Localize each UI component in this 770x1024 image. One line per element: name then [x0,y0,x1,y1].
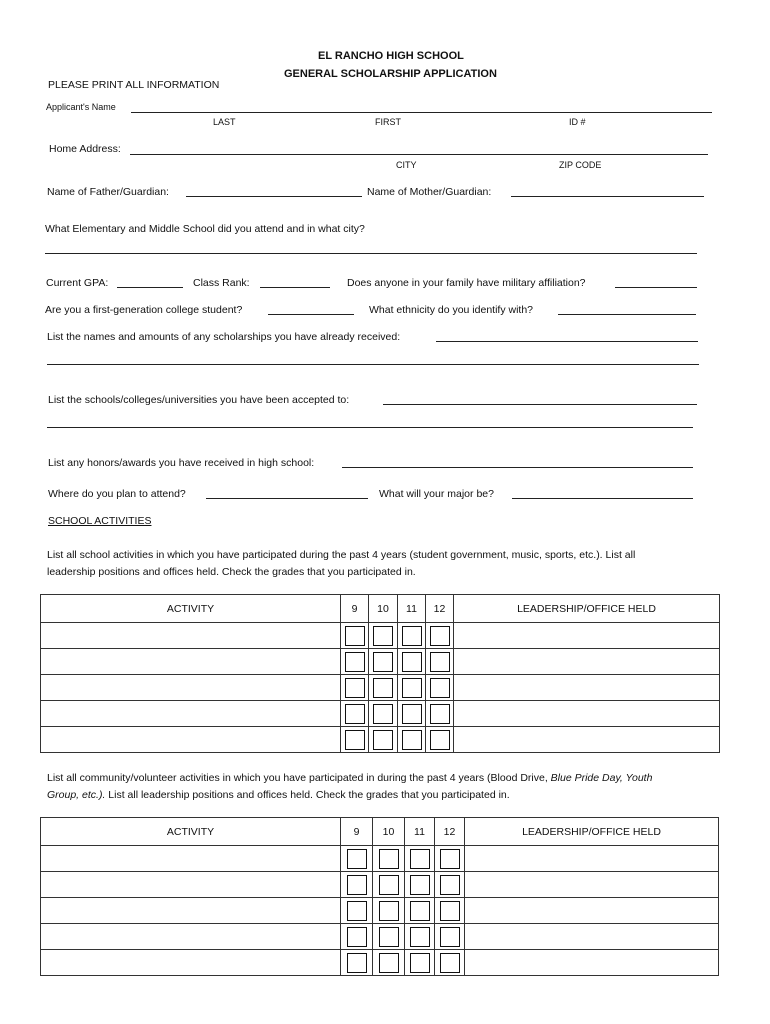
form-title: GENERAL SCHOLARSHIP APPLICATION [284,68,497,80]
grade-10-checkbox[interactable] [379,953,399,973]
table-row [41,950,719,976]
major-question: What will your major be? [379,488,494,500]
mother-label: Name of Mother/Guardian: [367,186,492,198]
activity-cell[interactable] [41,727,341,753]
grade-11-checkbox[interactable] [402,652,422,672]
grade-10-checkbox[interactable] [373,678,393,698]
leadership-cell[interactable] [454,675,720,701]
grade-11-checkbox[interactable] [410,875,430,895]
gpa-field[interactable] [117,287,183,288]
grade-9-checkbox[interactable] [347,953,367,973]
grade-11-checkbox[interactable] [402,678,422,698]
applicant-name-label: Applicant's Name [46,102,116,112]
zip-caption: ZIP CODE [559,160,602,170]
table-row [41,649,720,675]
scholarships-field-2[interactable] [47,364,699,365]
first-gen-field[interactable] [268,314,354,315]
grade-12-checkbox[interactable] [430,626,450,646]
gpa-label: Current GPA: [46,277,109,289]
first-name-caption: FIRST [375,117,401,127]
grade-9-checkbox[interactable] [347,927,367,947]
leadership-cell[interactable] [454,623,720,649]
grade-10-checkbox[interactable] [379,875,399,895]
accepted-field-1[interactable] [383,404,697,405]
grade-10-checkbox[interactable] [373,730,393,750]
community-instructions-italic: Blue Pride Day, Youth [550,772,653,784]
school-activities-instructions-2: leadership positions and offices held. Check the grades that you participated in. [47,566,416,578]
table-row [41,623,720,649]
grade-10-header: 10 [373,818,405,846]
grade-12-checkbox[interactable] [430,704,450,724]
grade-10-checkbox[interactable] [373,626,393,646]
school-name: EL RANCHO HIGH SCHOOL [318,50,464,62]
activity-cell[interactable] [41,846,341,872]
grade-12-checkbox[interactable] [440,875,460,895]
grade-9-checkbox[interactable] [347,849,367,869]
leadership-header: LEADERSHIP/OFFICE HELD [465,818,719,846]
grade-11-checkbox[interactable] [402,730,422,750]
id-caption: ID # [569,117,586,127]
last-name-caption: LAST [213,117,236,127]
mother-field[interactable] [511,196,704,197]
father-label: Name of Father/Guardian: [47,186,169,198]
grade-9-checkbox[interactable] [345,678,365,698]
activity-cell[interactable] [41,701,341,727]
attend-question: Where do you plan to attend? [48,488,186,500]
grade-9-checkbox[interactable] [347,875,367,895]
print-instruction: PLEASE PRINT ALL INFORMATION [48,79,220,91]
home-address-label: Home Address: [49,143,121,155]
grade-9-checkbox[interactable] [345,626,365,646]
attend-field[interactable] [206,498,368,499]
activity-cell[interactable] [41,924,341,950]
grade-11-checkbox[interactable] [410,901,430,921]
community-activities-table [40,817,719,976]
table-row [41,924,719,950]
scholarships-question: List the names and amounts of any scholarships you have already received: [47,331,401,343]
grade-10-checkbox[interactable] [379,927,399,947]
grade-11-header: 11 [398,595,426,623]
leadership-header: LEADERSHIP/OFFICE HELD [454,595,720,623]
school-activities-instructions-1: List all school activities in which you have participated during the past 4 years (student government, music, sports, etc.). List all [47,549,636,561]
class-rank-field[interactable] [260,287,330,288]
grade-9-checkbox[interactable] [345,652,365,672]
grade-9-checkbox[interactable] [347,901,367,921]
community-instructions-text-a: List all community/volunteer activities in which you have participated in during the past 4 years (Blood Drive, [47,772,551,784]
grade-9-header: 9 [341,818,373,846]
leadership-cell[interactable] [465,872,719,898]
grade-12-checkbox[interactable] [440,927,460,947]
grade-11-checkbox[interactable] [410,953,430,973]
community-instructions-1 [47,772,652,784]
table-header-row [41,595,720,623]
activity-cell[interactable] [41,649,341,675]
grade-9-checkbox[interactable] [345,704,365,724]
major-field[interactable] [512,498,693,499]
table-header-row [41,818,719,846]
honors-field[interactable] [342,467,693,468]
leadership-cell[interactable] [465,950,719,976]
grade-12-checkbox[interactable] [430,678,450,698]
grade-10-checkbox[interactable] [379,849,399,869]
grade-12-header: 12 [435,818,465,846]
grade-10-checkbox[interactable] [373,652,393,672]
accepted-question: List the schools/colleges/universities you have been accepted to: [48,394,350,406]
grade-12-checkbox[interactable] [440,849,460,869]
grade-10-checkbox[interactable] [379,901,399,921]
activity-cell[interactable] [41,675,341,701]
activity-cell[interactable] [41,623,341,649]
community-instructions-italic-2: Group, etc.). [47,789,106,801]
grade-12-header: 12 [426,595,454,623]
military-question: Does anyone in your family have military affiliation? [347,277,586,289]
home-address-field[interactable] [130,154,708,155]
grade-12-checkbox[interactable] [430,652,450,672]
elementary-field[interactable] [45,253,697,254]
grade-12-checkbox[interactable] [440,953,460,973]
activity-header: ACTIVITY [41,818,341,846]
elementary-question: What Elementary and Middle School did you attend and in what city? [45,223,365,235]
grade-10-header: 10 [369,595,398,623]
grade-11-checkbox[interactable] [410,849,430,869]
school-activities-heading: SCHOOL ACTIVITIES [48,515,152,527]
table-row [41,675,720,701]
scholarships-field-1[interactable] [436,341,698,342]
leadership-cell[interactable] [465,846,719,872]
ethnicity-question: What ethnicity do you identify with? [369,304,534,316]
grade-10-checkbox[interactable] [373,704,393,724]
grade-11-checkbox[interactable] [402,704,422,724]
first-gen-question: Are you a first-generation college student? [45,304,243,316]
city-caption: CITY [396,160,417,170]
grade-11-checkbox[interactable] [410,927,430,947]
school-activities-table [40,594,720,753]
grade-11-checkbox[interactable] [402,626,422,646]
applicant-name-field[interactable] [131,112,712,113]
grade-12-checkbox[interactable] [430,730,450,750]
activity-cell[interactable] [41,872,341,898]
table-row [41,701,720,727]
activity-header: ACTIVITY [41,595,341,623]
community-instructions-2 [47,789,510,801]
activity-cell[interactable] [41,898,341,924]
military-field[interactable] [615,287,697,288]
grade-11-header: 11 [405,818,435,846]
leadership-cell[interactable] [454,727,720,753]
leadership-cell[interactable] [454,649,720,675]
ethnicity-field[interactable] [558,314,696,315]
class-rank-label: Class Rank: [193,277,250,289]
father-field[interactable] [186,196,362,197]
table-row [41,872,719,898]
activity-cell[interactable] [41,950,341,976]
accepted-field-2[interactable] [47,427,693,428]
table-row [41,727,720,753]
table-row [41,846,719,872]
leadership-cell[interactable] [465,898,719,924]
table-row [41,898,719,924]
leadership-cell[interactable] [454,701,720,727]
leadership-cell[interactable] [465,924,719,950]
grade-9-checkbox[interactable] [345,730,365,750]
grade-12-checkbox[interactable] [440,901,460,921]
honors-question: List any honors/awards you have received in high school: [48,457,315,469]
grade-9-header: 9 [341,595,369,623]
community-instructions-text-b: List all leadership positions and offices held. Check the grades that you participated in. [105,789,510,801]
